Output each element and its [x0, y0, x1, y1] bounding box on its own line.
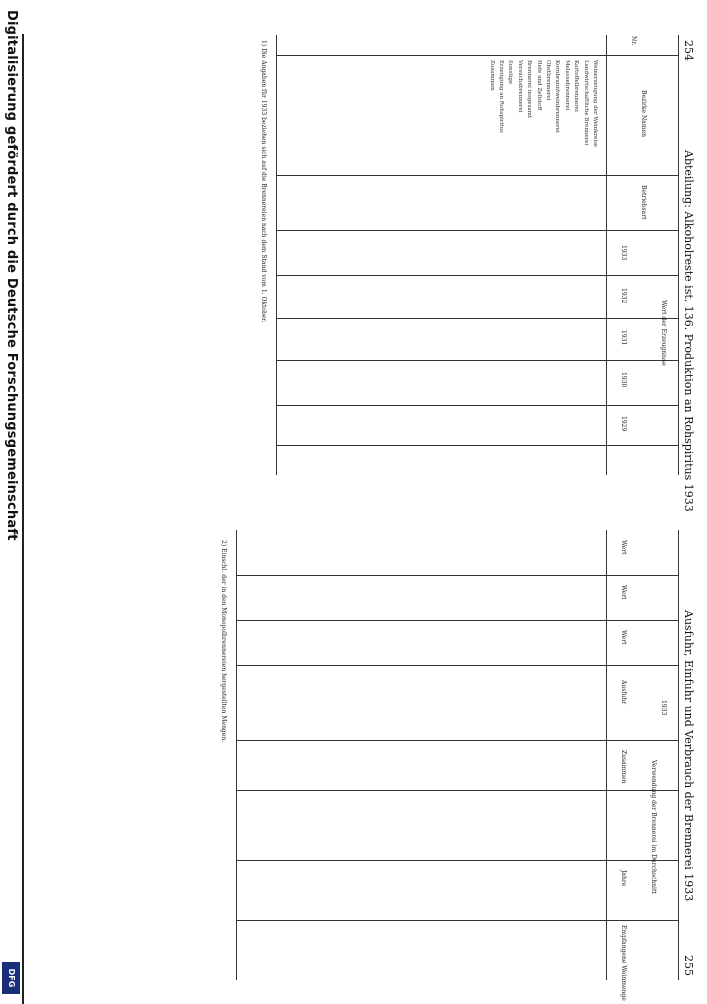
- col-header: 1933: [660, 700, 667, 716]
- row-labels: [486, 60, 599, 147]
- row-label: Erzeugung an Rohspiritus: [497, 60, 504, 133]
- col-header: Jahre: [620, 870, 627, 887]
- row-label: Melassebrennerei: [563, 60, 570, 111]
- col-header: Wert: [620, 630, 627, 645]
- col-header: Empfangene Weinmenge: [620, 925, 627, 1001]
- row-label: Sonstige: [507, 60, 514, 85]
- col-divider: [237, 920, 679, 921]
- left-page-header: Abteilung: Alkoholreste ist. 136. Produktion an Rohspiritus 1933: [682, 150, 695, 512]
- left-page-number: 254: [682, 40, 695, 61]
- col-header: Ausfuhr: [620, 680, 627, 705]
- right-page-number: 255: [682, 955, 695, 976]
- col-divider: [277, 230, 679, 231]
- footnote-1: 1) Die Angaben für 1933 beziehen sich auf die Brennereien nach dem Stand vom 1. Oktober.: [260, 40, 267, 323]
- col-divider: [237, 790, 679, 791]
- col-divider: [237, 665, 679, 666]
- col-divider: [237, 620, 679, 621]
- row-label: Weinerzeugung der Weinkreise: [592, 60, 598, 148]
- col-divider: [277, 275, 679, 276]
- header-rule-right: [606, 530, 607, 980]
- col-header: Verwendung der Brennerei im Durchschnitt: [650, 760, 657, 894]
- row-label: Brennerei insgesamt: [526, 60, 533, 119]
- dfg-logo: DFG: [2, 962, 20, 994]
- row-label: Landwirtschaftliche Brennerei: [582, 60, 589, 146]
- col-header: Zusammen: [620, 750, 627, 784]
- col-divider: [237, 740, 679, 741]
- col-header: Wert: [620, 540, 627, 555]
- top-rule-left: [678, 35, 679, 475]
- col-header: 1930: [620, 372, 627, 388]
- col-divider: [277, 55, 679, 56]
- col-divider: [277, 175, 679, 176]
- bottom-rule-left: [276, 35, 277, 475]
- col-divider: [237, 575, 679, 576]
- col-divider: [277, 318, 679, 319]
- header-rule-left: [606, 35, 607, 475]
- col-divider: [277, 405, 679, 406]
- col-header: Nr.: [630, 36, 637, 46]
- row-label: Kornbranntweinbrennerei: [554, 60, 561, 133]
- row-label: Zusammen: [488, 60, 495, 91]
- col-header: 1929: [620, 416, 627, 432]
- row-label: Versuchsbrennerei: [516, 60, 523, 113]
- row-label: Hefe und Zellstoff: [535, 60, 542, 111]
- col-header: 1932: [620, 288, 627, 304]
- col-header: Betriebsart: [640, 185, 647, 220]
- digitization-footer: [0, 0, 22, 1000]
- col-header: Bezirke Namen: [640, 90, 647, 137]
- footer-text: Digitalisierung gefördert durch die Deutsche Forschungsgemeinschaft: [4, 10, 19, 541]
- col-divider: [277, 445, 679, 446]
- col-header: Wert der Erzeugnisse: [660, 300, 667, 366]
- col-divider: [277, 360, 679, 361]
- col-divider: [237, 860, 679, 861]
- top-rule-right: [678, 530, 679, 980]
- right-page-header: Ausfuhr, Einfuhr und Verbrauch der Brennerei 1933: [682, 610, 695, 902]
- row-label: Obstbrennerei: [544, 60, 551, 101]
- col-header: 1931: [620, 330, 627, 346]
- col-header: Wert: [620, 585, 627, 600]
- bottom-rule-right: [236, 530, 237, 980]
- footnote-2: 2) Einschl. der in den Monopolbrennereien hergestellten Mengen.: [220, 540, 227, 743]
- row-label: Kartoffelbrennerei: [573, 60, 580, 112]
- col-header: 1933: [620, 245, 627, 261]
